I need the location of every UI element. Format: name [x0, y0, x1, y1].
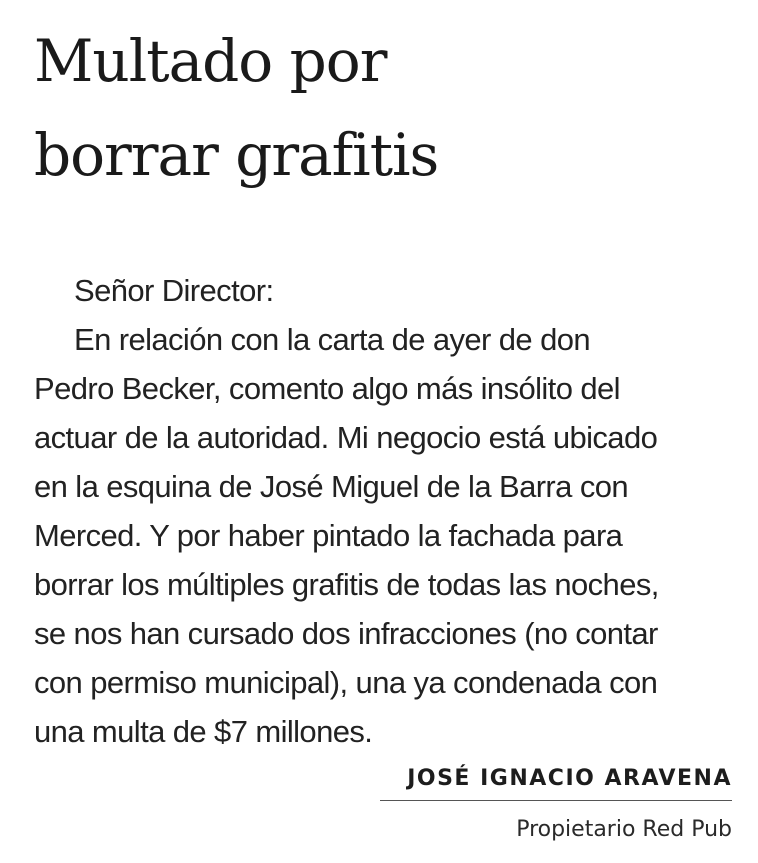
headline-line-1: Multado por: [34, 27, 387, 95]
letter-line: se nos han cursado dos infracciones (no contar: [34, 616, 658, 651]
letter-line: Pedro Becker, comento algo más insólito del: [34, 371, 620, 406]
author-title: Propietario Red Pub: [516, 817, 732, 842]
author-name: JOSÉ IGNACIO ARAVENA: [380, 762, 732, 801]
headline-line-2: borrar grafitis: [34, 121, 439, 189]
letter-line: con permiso municipal), una ya condenada con: [34, 665, 658, 700]
letter-body: [34, 266, 739, 756]
letter-salutation: Señor Director:: [74, 273, 274, 308]
letter-line: en la esquina de José Miguel de la Barra con: [34, 469, 628, 504]
signature-block: [380, 762, 732, 847]
letter-line: borrar los múltiples grafitis de todas las noches,: [34, 567, 659, 602]
headline: [34, 14, 734, 202]
letter-line: una multa de $7 millones.: [34, 714, 373, 749]
letter-line: Merced. Y por haber pintado la fachada para: [34, 518, 623, 553]
letter-line: En relación con la carta de ayer de don: [74, 322, 590, 357]
letter-line: actuar de la autoridad. Mi negocio está ubicado: [34, 420, 658, 455]
